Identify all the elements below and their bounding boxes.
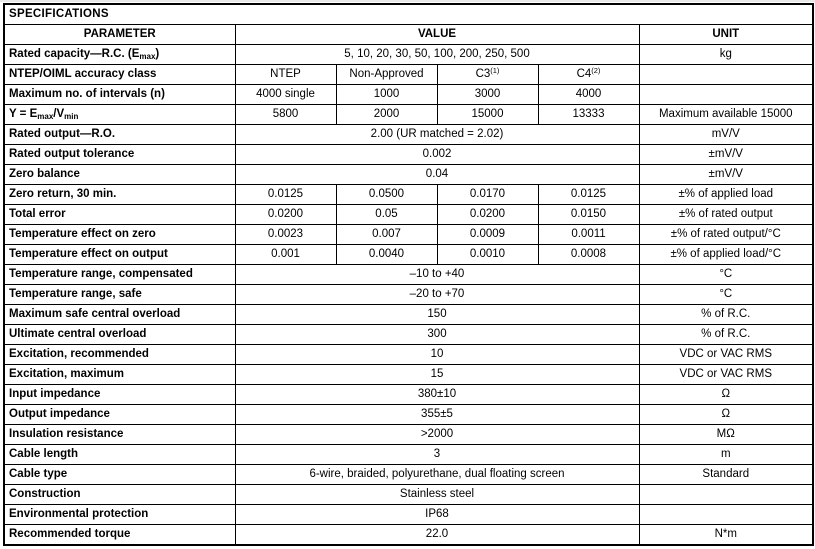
value-cell: 1000 <box>336 85 437 105</box>
value-cell: 15 <box>235 365 639 385</box>
value-cell: 0.0011 <box>538 225 639 245</box>
column-header-parameter: PARAMETER <box>4 25 235 45</box>
parameter-cell: Rated capacity—R.C. $(E_{max})$ <box>4 45 235 65</box>
value-cell: 0.04 <box>235 165 639 185</box>
unit-cell: Ω <box>639 405 813 425</box>
specifications-section <box>3 3 812 546</box>
parameter-cell: Cable length <box>4 445 235 465</box>
value-cell: 6-wire, braided, polyurethane, dual floating screen <box>235 465 639 485</box>
unit-cell: m <box>639 445 813 465</box>
column-header-unit: UNIT <box>639 25 813 45</box>
unit-cell: °C <box>639 265 813 285</box>
unit-cell: N*m <box>639 525 813 546</box>
table-header-row <box>4 25 813 45</box>
unit-cell: ±% of applied load <box>639 185 813 205</box>
value-cell: 0.0150 <box>538 205 639 225</box>
table-row <box>4 385 813 405</box>
parameter-cell: Environmental protection <box>4 505 235 525</box>
value-cell: –10 to +40 <box>235 265 639 285</box>
value-cell: 5, 10, 20, 30, 50, 100, 200, 250, 500 <box>235 45 639 65</box>
unit-cell <box>639 85 813 105</box>
value-cell: 4000 <box>538 85 639 105</box>
value-cell: 0.0200 <box>235 205 336 225</box>
value-cell: 2000 <box>336 105 437 125</box>
value-cell: 0.0008 <box>538 245 639 265</box>
value-cell: 5800 <box>235 105 336 125</box>
table-row <box>4 505 813 525</box>
parameter-cell: Zero return, 30 min. <box>4 185 235 205</box>
table-row <box>4 105 813 125</box>
table-row <box>4 305 813 325</box>
table-row <box>4 365 813 385</box>
parameter-cell: Input impedance <box>4 385 235 405</box>
value-cell: 22.0 <box>235 525 639 546</box>
value-cell: –20 to +70 <box>235 285 639 305</box>
value-cell: Non-Approved <box>336 65 437 85</box>
unit-cell <box>639 485 813 505</box>
unit-cell: % of R.C. <box>639 325 813 345</box>
table-row <box>4 225 813 245</box>
parameter-cell: Output impedance <box>4 405 235 425</box>
unit-cell: Standard <box>639 465 813 485</box>
parameter-cell: Cable type <box>4 465 235 485</box>
table-title-row <box>4 4 813 25</box>
table-row <box>4 325 813 345</box>
unit-cell: Ω <box>639 385 813 405</box>
table-row <box>4 245 813 265</box>
unit-cell: ±% of applied load/°C <box>639 245 813 265</box>
value-cell: 13333 <box>538 105 639 125</box>
parameter-cell: Recommended torque <box>4 525 235 546</box>
value-cell: 2.00 (UR matched = 2.02) <box>235 125 639 145</box>
parameter-cell: Zero balance <box>4 165 235 185</box>
unit-cell: ±mV/V <box>639 165 813 185</box>
table-row <box>4 345 813 365</box>
value-cell: Stainless steel <box>235 485 639 505</box>
parameter-cell: Maximum no. of intervals (n) <box>4 85 235 105</box>
value-cell: 3000 <box>437 85 538 105</box>
parameter-cell: Rated output tolerance <box>4 145 235 165</box>
table-row <box>4 445 813 465</box>
unit-cell: ±mV/V <box>639 145 813 165</box>
value-cell: 0.007 <box>336 225 437 245</box>
value-cell: 0.001 <box>235 245 336 265</box>
value-cell: 0.0170 <box>437 185 538 205</box>
unit-cell: MΩ <box>639 425 813 445</box>
unit-cell <box>639 65 813 85</box>
value-cell: C4$^{(2)}$ <box>538 65 639 85</box>
spec-table-body <box>4 45 813 546</box>
specifications-table <box>3 3 814 546</box>
value-cell: 0.0500 <box>336 185 437 205</box>
table-title: SPECIFICATIONS <box>4 4 813 25</box>
parameter-cell: $Y = E_{max}/V_{min}$ <box>4 105 235 125</box>
unit-cell: ±% of rated output <box>639 205 813 225</box>
parameter-cell: Temperature range, safe <box>4 285 235 305</box>
value-cell: 4000 single <box>235 85 336 105</box>
unit-cell <box>639 505 813 525</box>
value-cell: 0.0010 <box>437 245 538 265</box>
parameter-cell: Ultimate central overload <box>4 325 235 345</box>
value-cell: 380±10 <box>235 385 639 405</box>
parameter-cell: Excitation, maximum <box>4 365 235 385</box>
value-cell: NTEP <box>235 65 336 85</box>
value-cell: 3 <box>235 445 639 465</box>
value-cell: C3$^{(1)}$ <box>437 65 538 85</box>
value-cell: 0.002 <box>235 145 639 165</box>
table-row <box>4 205 813 225</box>
table-row <box>4 125 813 145</box>
unit-cell: ±% of rated output/°C <box>639 225 813 245</box>
parameter-cell: Temperature effect on zero <box>4 225 235 245</box>
value-cell: 0.0125 <box>235 185 336 205</box>
column-header-value: VALUE <box>235 25 639 45</box>
value-cell: 0.0125 <box>538 185 639 205</box>
parameter-cell: NTEP/OIML accuracy class <box>4 65 235 85</box>
parameter-cell: Maximum safe central overload <box>4 305 235 325</box>
page-top-edge <box>0 0 815 2</box>
unit-cell: % of R.C. <box>639 305 813 325</box>
value-cell: 0.0200 <box>437 205 538 225</box>
value-cell: IP68 <box>235 505 639 525</box>
parameter-cell: Temperature effect on output <box>4 245 235 265</box>
value-cell: 300 <box>235 325 639 345</box>
parameter-cell: Rated output—R.O. <box>4 125 235 145</box>
value-cell: 0.0023 <box>235 225 336 245</box>
table-row <box>4 525 813 546</box>
table-row <box>4 145 813 165</box>
table-row <box>4 45 813 65</box>
table-row <box>4 465 813 485</box>
unit-cell: VDC or VAC RMS <box>639 345 813 365</box>
table-row <box>4 485 813 505</box>
table-row <box>4 185 813 205</box>
unit-cell: mV/V <box>639 125 813 145</box>
table-row <box>4 165 813 185</box>
table-row <box>4 65 813 85</box>
value-cell: 0.0040 <box>336 245 437 265</box>
value-cell: 0.0009 <box>437 225 538 245</box>
value-cell: 0.05 <box>336 205 437 225</box>
value-cell: >2000 <box>235 425 639 445</box>
table-row <box>4 285 813 305</box>
unit-cell: Maximum available 15000 <box>639 105 813 125</box>
parameter-cell: Excitation, recommended <box>4 345 235 365</box>
value-cell: 150 <box>235 305 639 325</box>
parameter-cell: Temperature range, compensated <box>4 265 235 285</box>
table-row <box>4 405 813 425</box>
parameter-cell: Insulation resistance <box>4 425 235 445</box>
unit-cell: kg <box>639 45 813 65</box>
value-cell: 355±5 <box>235 405 639 425</box>
parameter-cell: Total error <box>4 205 235 225</box>
table-row <box>4 265 813 285</box>
parameter-cell: Construction <box>4 485 235 505</box>
value-cell: 15000 <box>437 105 538 125</box>
table-row <box>4 85 813 105</box>
unit-cell: VDC or VAC RMS <box>639 365 813 385</box>
unit-cell: °C <box>639 285 813 305</box>
table-row <box>4 425 813 445</box>
value-cell: 10 <box>235 345 639 365</box>
